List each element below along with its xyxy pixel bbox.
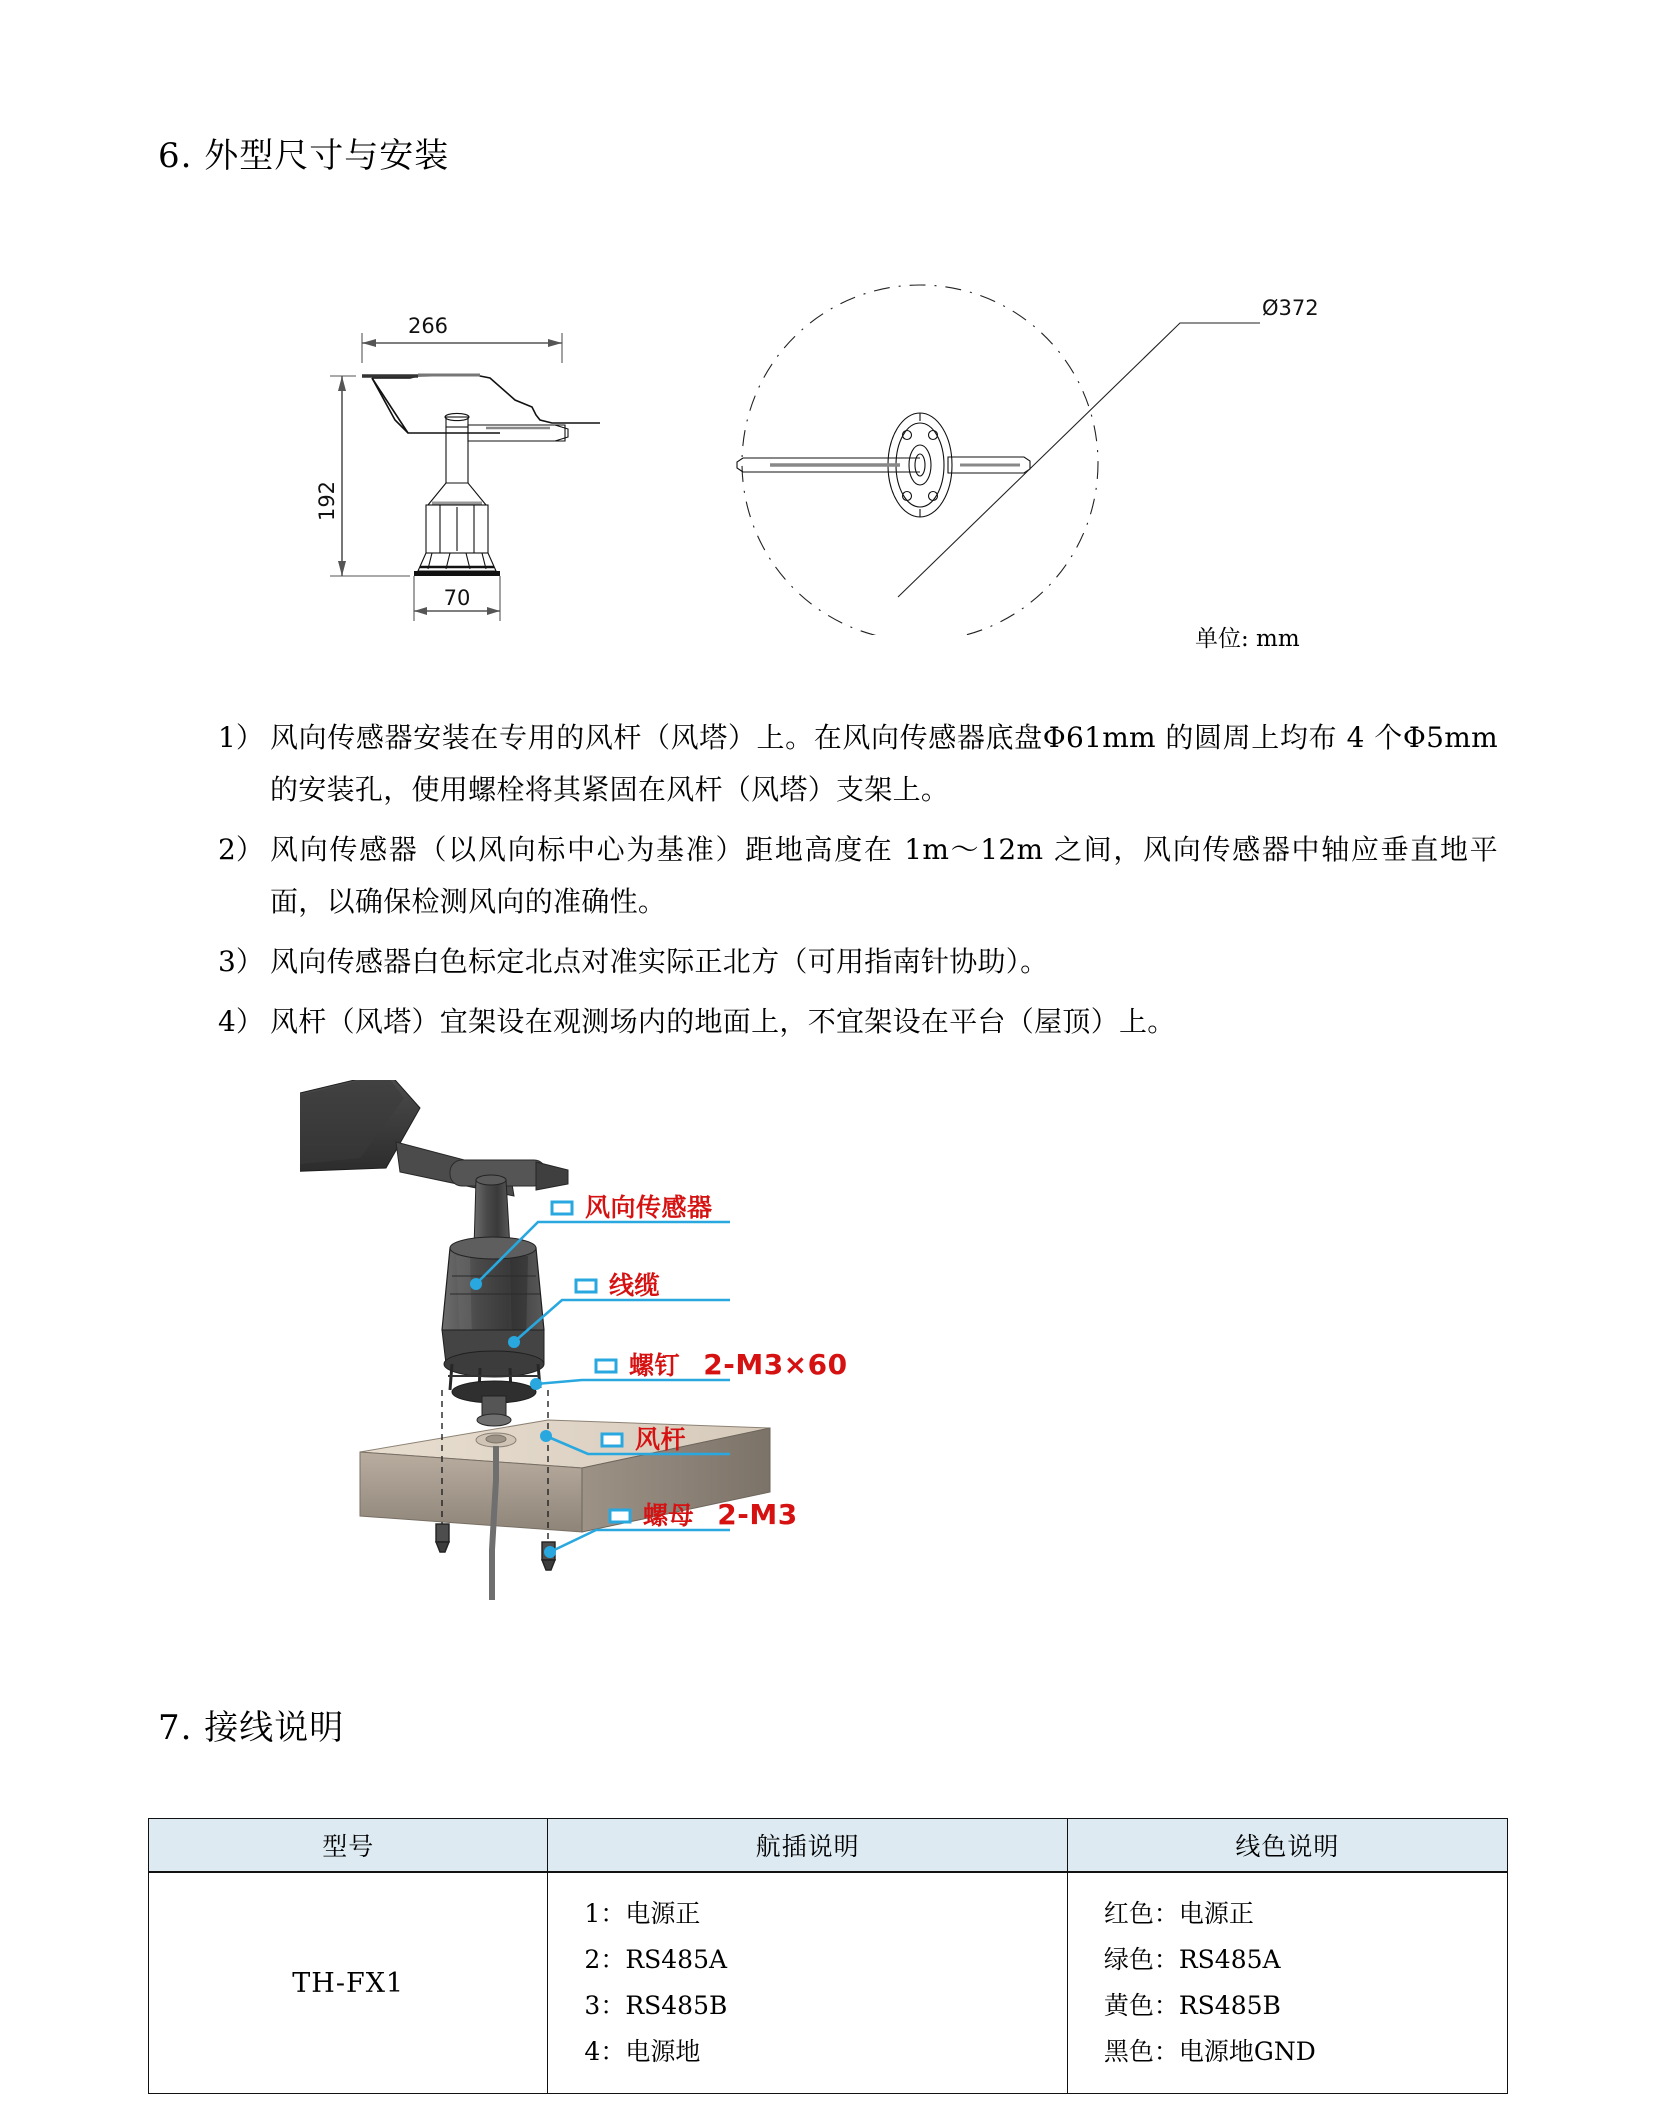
cell-wire-color-description [1067,1872,1507,2094]
wire-color-line: 红色：电源正 [1103,1899,1254,1928]
list-item [218,712,1498,816]
column-header-plug: 航插说明 [548,1819,1067,1873]
dim-height-label: 192 [315,480,339,522]
list-marker: 2） [218,833,264,866]
wire-color-line: 黄色：RS485B [1103,1991,1281,2020]
callout-text: 风杆 [635,1425,687,1454]
plug-line: 1：电源正 [584,1899,701,1928]
dimension-drawing [300,215,1400,635]
plug-line: 3：RS485B [584,1991,728,2020]
callout-label-nut [643,1496,798,1532]
list-item-text: 风向传感器（以风向标中心为基准）距地高度在 1m～12m 之间，风向传感器中轴应垂直地平面，以确保检测风向的准确性。 [270,833,1498,918]
callout-text: 螺钉 [629,1351,681,1380]
callout-text: 线缆 [609,1271,661,1300]
callout-label-screw [629,1346,848,1382]
callout-text: 风向传感器 [585,1193,713,1222]
callout-spec: 2-M3 [717,1498,798,1531]
callout-text: 螺母 [643,1501,695,1530]
list-marker: 1） [218,721,264,754]
column-header-model: 型号 [149,1819,548,1873]
list-item-text: 风向传感器安装在专用的风杆（风塔）上。在风向传感器底盘Φ61mm 的圆周上均布 4 个Φ5mm 的安装孔，使用螺栓将其紧固在风杆（风塔）支架上。 [270,721,1498,806]
list-item-text: 风杆（风塔）宜架设在观测场内的地面上，不宜架设在平台（屋顶）上。 [270,1005,1176,1038]
callout-label-pole [635,1420,686,1456]
dim-diameter-label: Ø372 [1262,296,1319,320]
list-marker: 4） [218,1005,264,1038]
cell-model: TH-FX1 [149,1872,548,2094]
plug-line: 4：电源地 [584,2037,701,2066]
table-header-row [149,1819,1508,1873]
dim-base-label: 70 [443,586,471,610]
installation-illustration [300,1080,1360,1620]
section-heading-wiring: 7. 接线说明 [158,1708,345,1748]
dim-width-label: 266 [407,314,449,338]
list-item [218,996,1498,1048]
dimension-drawing-svg [300,215,1400,635]
wire-color-line: 黑色：电源地GND [1103,2037,1316,2066]
plug-line: 2：RS485A [584,1945,728,1974]
column-header-wire-color: 线色说明 [1067,1819,1507,1873]
section-heading-dimensions: 6. 外型尺寸与安装 [158,136,450,176]
wire-color-line: 绿色：RS485A [1103,1945,1281,1974]
table-row [149,1872,1508,2094]
list-item-text: 风向传感器白色标定北点对准实际正北方（可用指南针协助）。 [270,945,1049,978]
installation-notes-list [218,712,1498,1056]
list-item [218,936,1498,988]
list-marker: 3） [218,945,264,978]
callout-label-sensor [585,1188,713,1224]
callout-label-cable [609,1266,660,1302]
unit-note: 单位: mm [1195,626,1300,652]
cell-plug-description [548,1872,1067,2094]
list-item [218,824,1498,928]
wiring-table [148,1818,1508,2094]
callout-spec: 2-M3×60 [703,1348,848,1381]
